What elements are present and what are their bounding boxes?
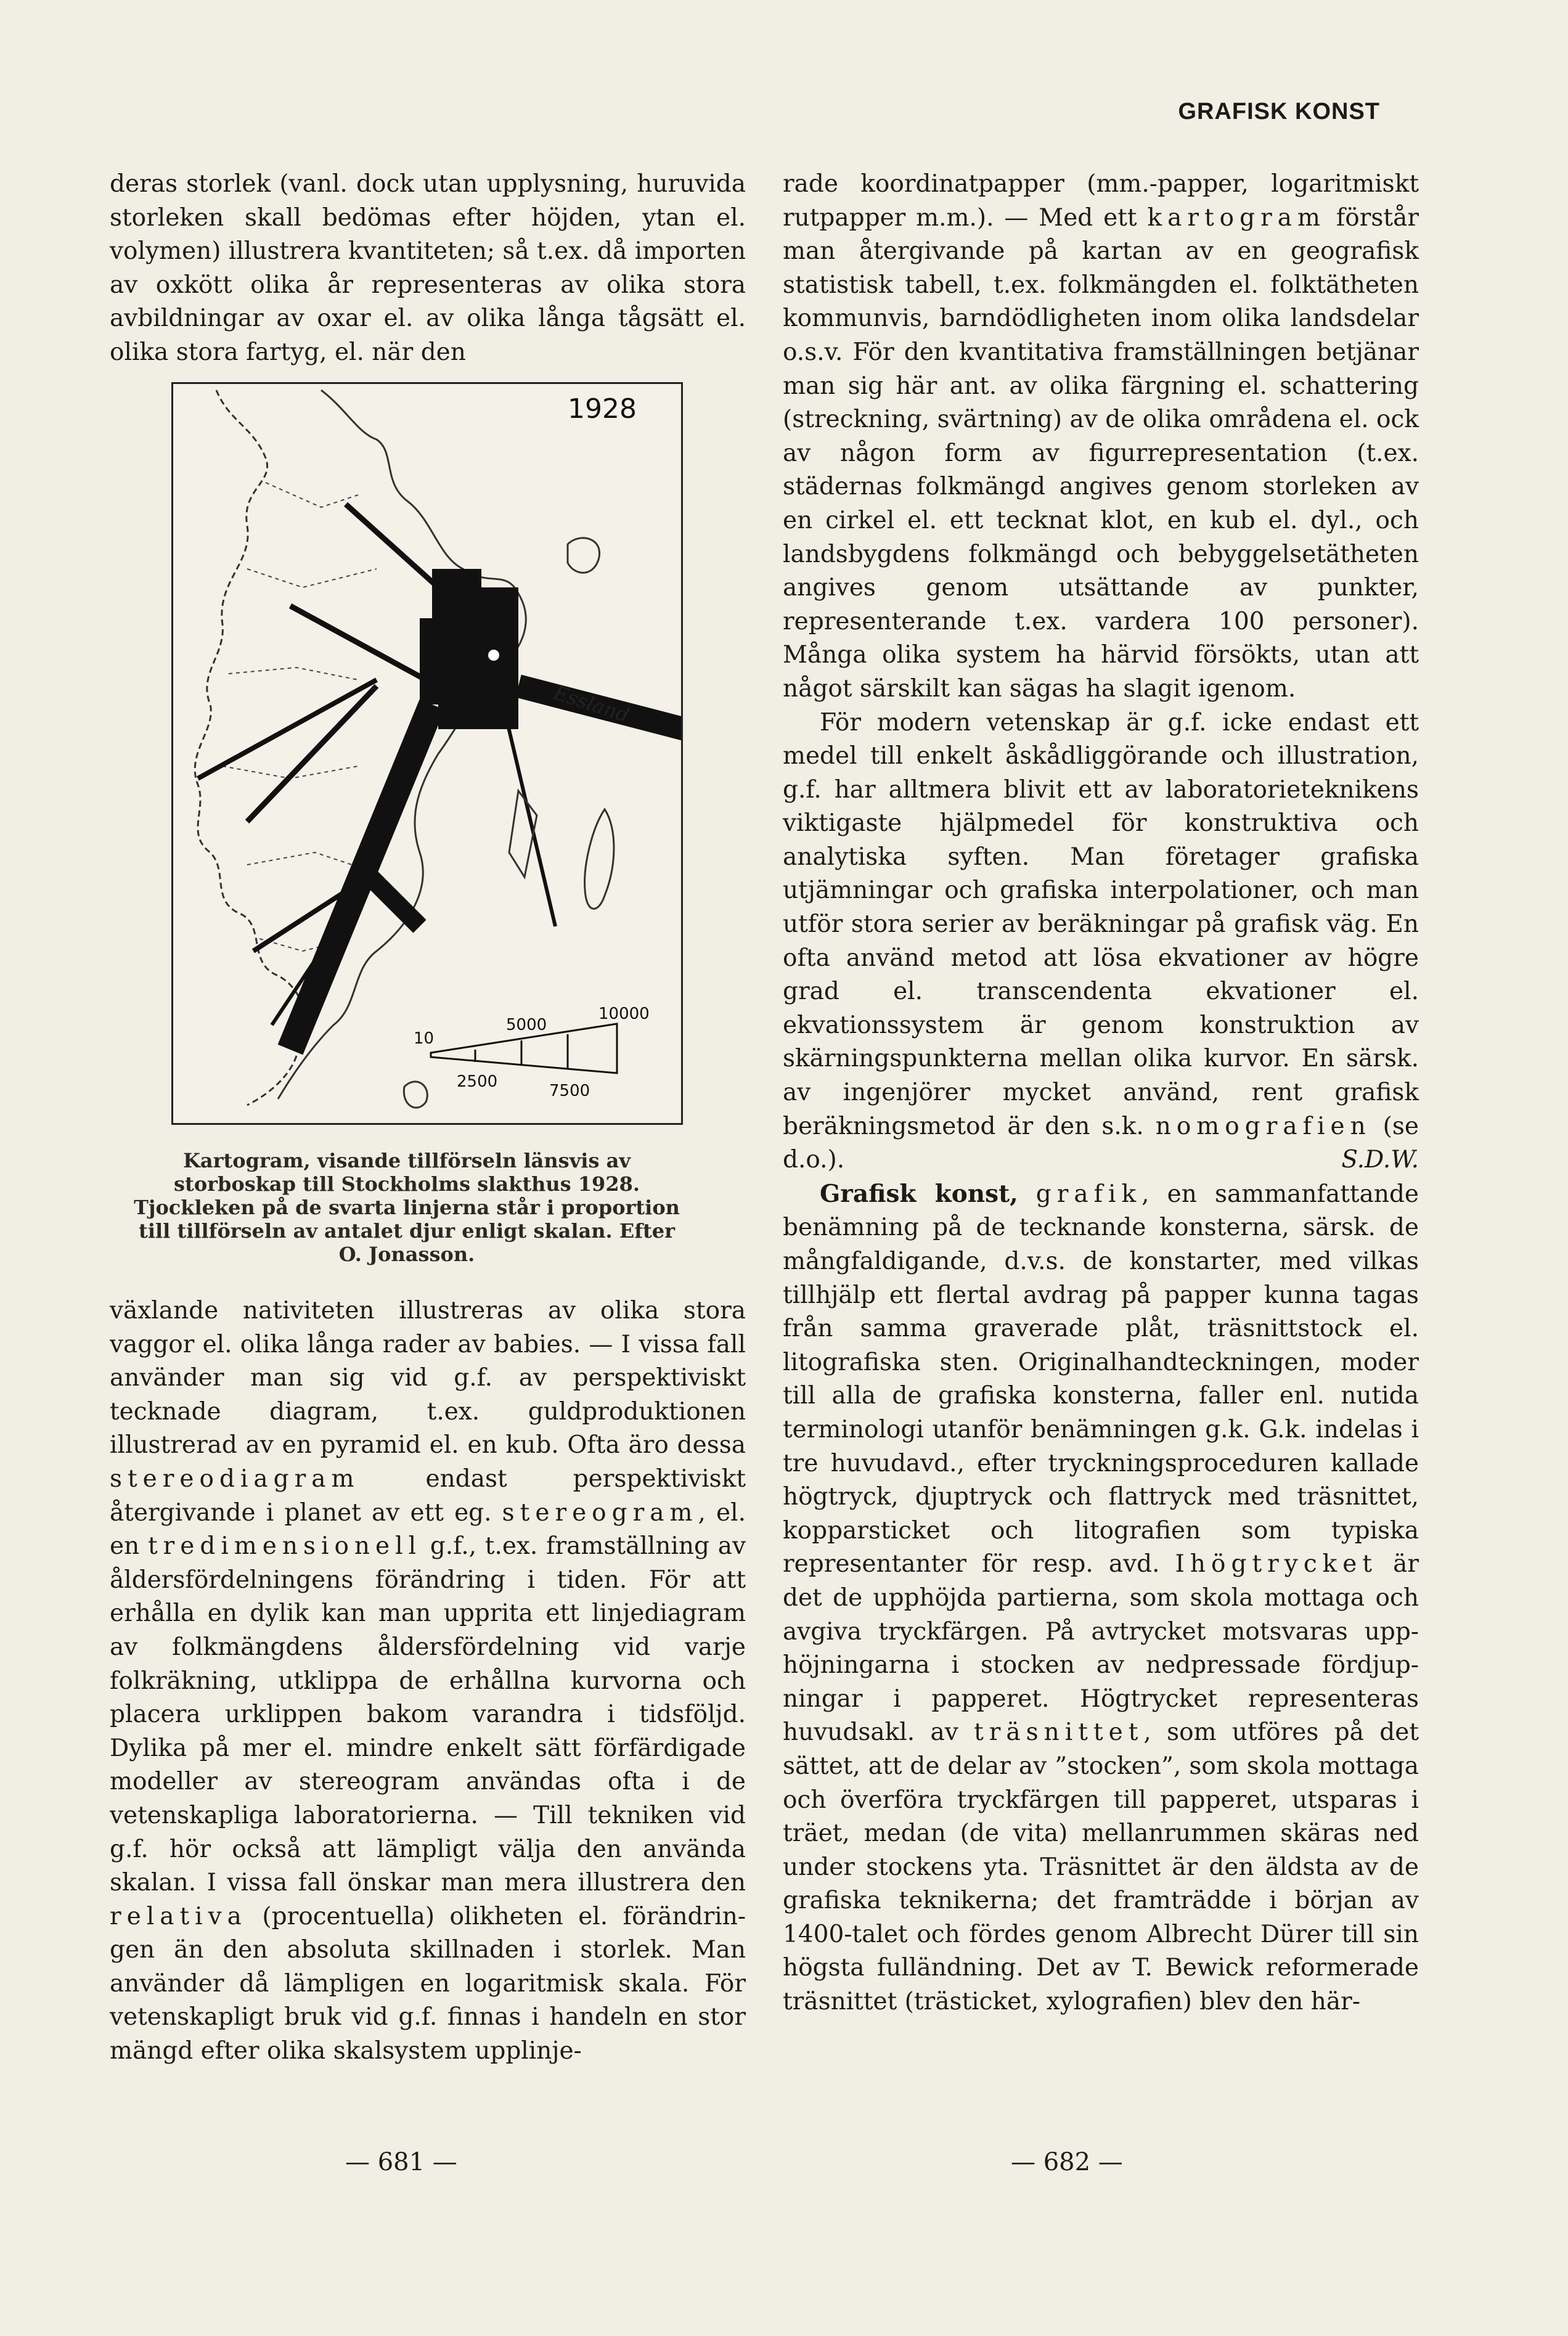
figure-caption: Kartogram, visande tillförseln länsvis av storboskap till Stockholms slakthus 1928. Tjockleken på de svarta linjerna står i proportion till tillförseln av antalet djur enligt skalan. Efter O. Jonasson. [134, 1149, 680, 1266]
right-column [783, 168, 1419, 2019]
scale-label-10000: 10000 [598, 1005, 650, 1023]
scale-label-5000: 5000 [506, 1016, 547, 1034]
right-text-3c: , som utföres på det sättet, att de delar av ”stocken”, som skola mottaga och överföra tryckfärgen till papperet, utsparas i träet, medan (de vita) mellanrummen skäras ned under stockens yta. Träsnittet är den äldsta av de grafiska teknikerna; det framträdde i början av 1400-talet och fördes genom Albrecht Dürer till sin högsta fulländning. Det av T. Bewick reformerade träsnittet (trästicket, xylografien) blev den här- [783, 1718, 1419, 2016]
supply-line-west [198, 680, 377, 778]
gotland-island [585, 809, 614, 909]
right-text-3a: , en sammanfattande benämning på de tecknande konsterna, särsk. de mångfaldigande, d.v.s. de konstarter, med vilkas tillhjälp ett flertal avdrag på papper kunna tagas från samma graverade plåt, träsnittstock el. litografiska sten. Originalhandteckningen, moder till alla de grafiska konsterna, faller enl. nutida terminologi utanför benämningen g.k. G.k. indelas i tre huvudavd., efter tryckningsproceduren kallade högtryck, djuptryck och flattryck med träsnittet, kopparsticket och litografien som typiska representanter för resp. avd. [783, 1180, 1419, 1578]
term-grafik: grafik [1035, 1180, 1142, 1208]
supply-line-northwest [290, 606, 426, 680]
stockholm-marker [488, 650, 499, 661]
cartogram-figure [171, 382, 683, 1125]
map-year-label: 1928 [568, 393, 637, 425]
left-text-a: växlande nativiteten illustreras av olika stora vaggor el. olika långa rader av babies. — I vissa fall använder man sig vid g.f. av perspektiviskt tecknade diagram, t.ex. guldproduktionen illustrerad av en pyramid el. en kub. Ofta äro dessa [110, 1297, 746, 1460]
supply-line-north [346, 504, 438, 587]
right-text-1a: rade koordinatpapper (mm.-papper, logaritmiskt rutpapper m.m.). — Med ett [783, 170, 1419, 232]
supply-line-west-2 [247, 686, 377, 822]
right-text-1b: förstår man återgivande på kartan av en geografisk statistisk tabell, t.ex. folkmängden el. folktätheten kommunvis, barndödligheten inom olika landsdelar o.s.v. För den kvantitativa framställningen betjänar man sig här ant. av olika färgning el. schattering (streckning, svärtning) av de olika områdena el. ock av någon form av figurrepresentation (t.ex. städernas folkmängd angives genom storleken av en cirkel el. ett tecknat klot, en kub el. dyl., och landsbygdens folkmängd och bebyggelsetätheten angives genom utsättande av punkter, representerande t.ex. vardera 100 personer). Många olika system ha härvid försökts, utan att något särskilt kan sägas ha slagit igenom. [783, 203, 1419, 703]
entry-headword: Grafisk konst, [820, 1179, 1018, 1208]
oland-island [509, 791, 537, 877]
page-number-right: — 682 — [1011, 2148, 1123, 2176]
right-text-2b: (se d.o.). [783, 1112, 1419, 1174]
left-column-lower [110, 1294, 746, 2069]
cartogram-map [171, 382, 683, 1125]
page-number-left: — 681 — [345, 2148, 457, 2176]
term-nomografien: nomografien [1155, 1112, 1371, 1140]
right-paragraph-2 [783, 706, 1419, 1177]
left-text-c: , el. en [110, 1498, 746, 1561]
right-text-2a: För modern vetenskap är g.f. icke endast ett medel till enkelt åskådliggörande och illustration, g.f. har alltmera blivit ett av laboratorieteknikens viktigaste hjälpmedel för konstruktiva och analytiska syften. Man företager grafiska utjämningar och grafiska interpolationer, och man utför stora serier av beräkningar på grafisk väg. En ofta använd metod att lösa ekvationer av högre grad el. transcendenta ekvationer el. ekvationssystem är genom konstruktion av skärningspunkterna mellan olika kurvor. En särsk. av ingenjörer mycket använd, rent grafisk beräkningsmetod är den s.k. [783, 708, 1419, 1140]
term-stereodiagram: stereodiagram [110, 1464, 360, 1493]
right-paragraph-3 [783, 1177, 1419, 2019]
left-paragraph-2 [110, 1294, 746, 2069]
author-signature: S.D.W. [1341, 1146, 1419, 1174]
term-stereogram: stereogram [502, 1498, 698, 1527]
term-kartogram: kartogram [1147, 203, 1326, 232]
estland-label: Essland [550, 680, 632, 727]
term-tredimensionell: tredimensionell [147, 1532, 422, 1561]
left-column [110, 168, 746, 370]
term-trasnittet: träsnittet [974, 1718, 1144, 1747]
supply-line-south-branch [370, 877, 420, 926]
right-text-3b: är det de upphöjda partierna, som skola mottaga och avgiva tryckfärgen. På avtrycket motsvaras upphöjningarna i stocken av nedpressade fördjupningar i papperet. Högtrycket representeras huvudsakl. av [783, 1550, 1419, 1747]
left-paragraph-1: deras storlek (vanl. dock utan upplysning, huruvida storleken skall bedömas efter höjden, ytan el. volymen) illustrera kvantiteten; så t.ex. då importen av oxkött olika år representeras av olika stora avbildningar av oxar el. av olika långa tågsätt el. olika stora fartyg, el. när den [110, 170, 746, 366]
scale-label-2500: 2500 [457, 1072, 498, 1091]
left-text-b: endast perspektiviskt återgivande i planet av ett eg. [110, 1464, 746, 1527]
supply-lines [198, 504, 681, 1050]
term-hogtrycket: Ihögtrycket [1175, 1550, 1378, 1578]
right-paragraph-1 [783, 168, 1419, 706]
aland-islands [568, 538, 600, 573]
left-text-d: g.f., t.ex. framställning av åldersfördelningens förändring i tiden. För att erhålla en dylik kan man uppritа ett linjediagram av folkmängdens åldersfördelning vid varje folkräkning, utklippa de erhållna kurvorna och placera urklippen bakom varandra i tidsföljd. Dylika på mer el. mindre enkelt sätt förfärdigade modeller av stereogram användas ofta i de vetenskapliga laboratorierna. — Till tekniken vid g.f. hör också att lämpligt välja den använda skalan. I vissa fall önskar man mera illustrera den [110, 1532, 746, 1897]
running-header: GRAFISK KONST [1178, 99, 1380, 125]
left-text-e: (procentuella) olikheten el. förändringen än den absoluta skillnaden i storlek. Man använder då lämpligen en logaritmisk skala. För vetenskapligt bruk vid g.f. finnas i handeln en stor mängd efter olika skalsystem upplinje- [110, 1902, 746, 2065]
scale-label-10: 10 [414, 1029, 435, 1048]
sweden-cartogram-drawing [173, 384, 681, 1123]
bornholm-island [404, 1082, 427, 1108]
stockholm-block [420, 569, 518, 729]
term-relativa: relativa [110, 1902, 247, 1930]
scale-label-7500: 7500 [549, 1082, 590, 1100]
